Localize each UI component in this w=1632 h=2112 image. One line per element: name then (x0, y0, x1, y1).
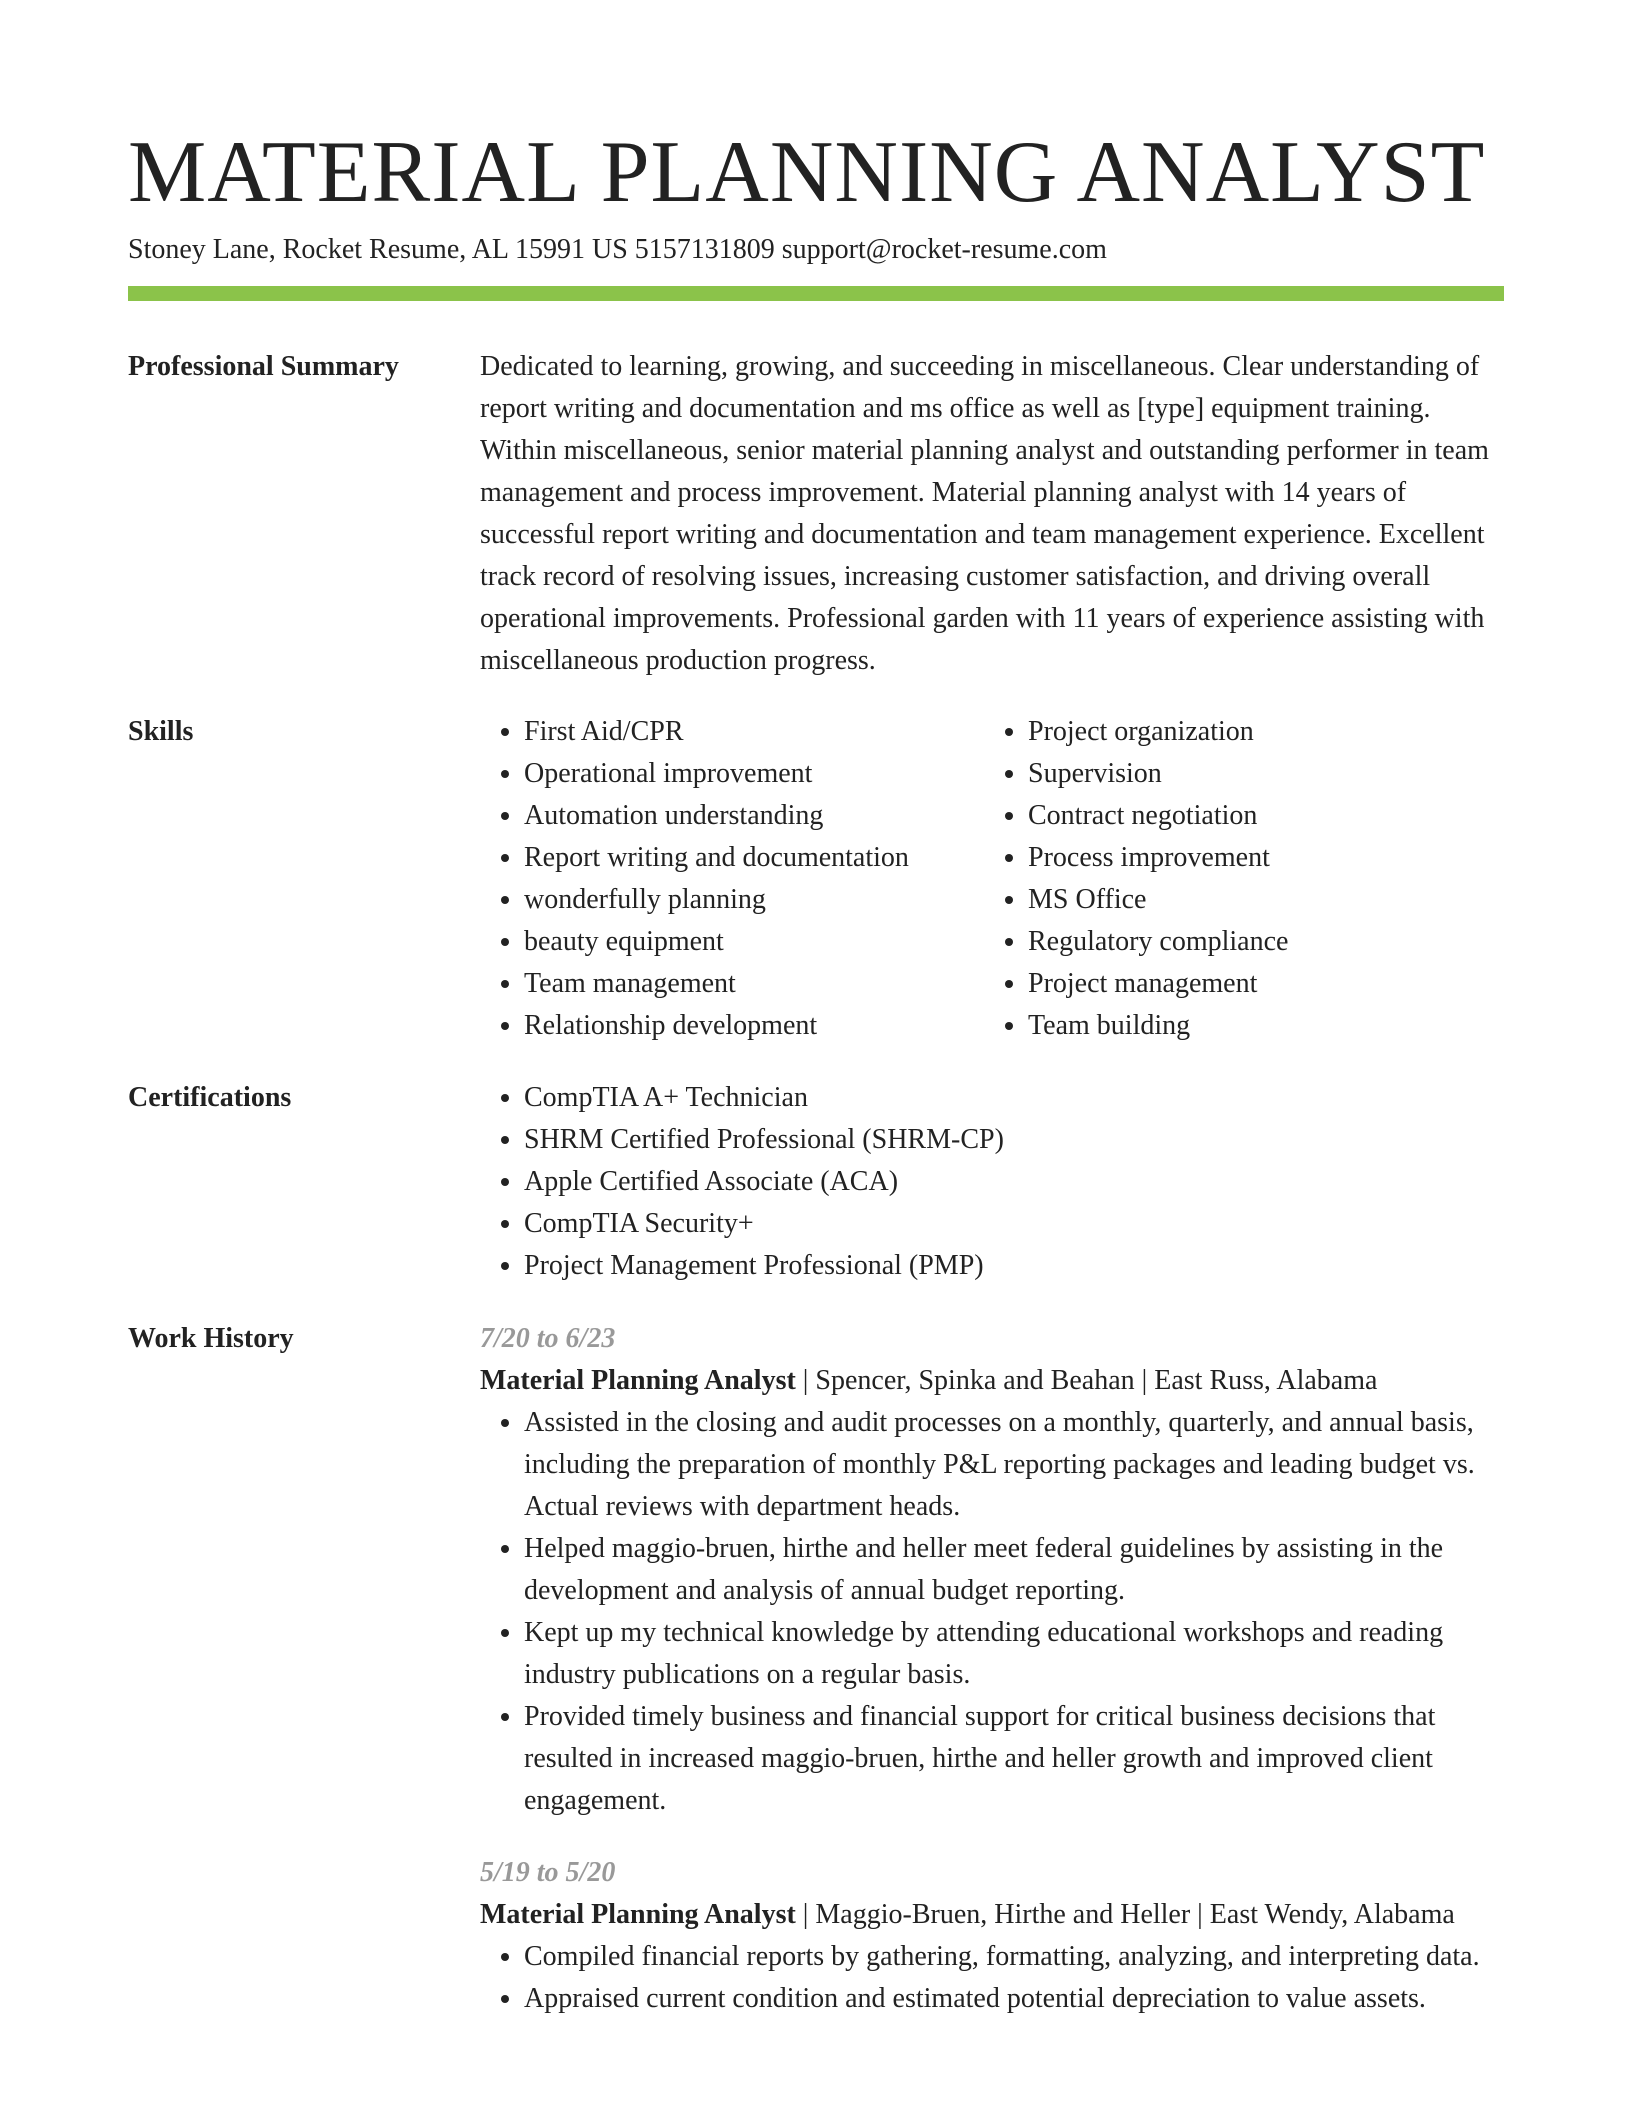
job-title: Material Planning Analyst (480, 1899, 796, 1930)
summary-body (480, 346, 1504, 682)
certification-item: • SHRM Certified Professional (SHRM-CP) (524, 1119, 1504, 1161)
skill-item: • Team management (524, 963, 984, 1005)
skill-item: • Regulatory compliance (1028, 921, 1484, 963)
job-heading (480, 1894, 1504, 1936)
contact-line: Stoney Lane, Rocket Resume, AL 15991 US 5157131809 support@rocket-resume.com (128, 234, 1107, 265)
summary-heading: Professional Summary (128, 351, 399, 382)
certification-item: • CompTIA Security+ (524, 1203, 1504, 1245)
job-bullet: • Provided timely business and financial support for critical business decisions that resulted in increased maggio-bruen, hirthe and heller growth and improved client engagement. (524, 1696, 1504, 1822)
skill-item: • Project organization (1028, 711, 1484, 753)
accent-divider (128, 286, 1504, 301)
job-employer-location: | Spencer, Spinka and Beahan | East Russ, Alabama (795, 1365, 1378, 1396)
job-bullet: • Kept up my technical knowledge by attending educational workshops and reading industry publications on a regular basis. (524, 1612, 1504, 1696)
job-bullet: • Appraised current condition and estimated potential depreciation to value assets. (524, 1978, 1504, 2020)
job-heading (480, 1360, 1504, 1402)
skill-item: • First Aid/CPR (524, 711, 984, 753)
skill-item: • beauty equipment (524, 921, 984, 963)
job-bullets (480, 1402, 1504, 1822)
skills-heading: Skills (128, 716, 194, 747)
certification-item: • Apple Certified Associate (ACA) (524, 1161, 1504, 1203)
skill-item: • Operational improvement (524, 753, 984, 795)
skill-item: • Project management (1028, 963, 1484, 1005)
skills-column-right (984, 711, 1484, 1047)
skill-item: • Relationship development (524, 1005, 984, 1047)
skill-item: • Contract negotiation (1028, 795, 1484, 837)
skill-item: • Team building (1028, 1005, 1484, 1047)
skills-column-left (480, 711, 984, 1047)
job-title: Material Planning Analyst (480, 1365, 796, 1396)
job-bullets (480, 1936, 1504, 2020)
summary-text: Dedicated to learning, growing, and succeeding in miscellaneous. Clear understanding of report writing and documentation and ms office as well as [type] equipment training. Within miscellaneous, senior material planning analyst and outstanding performer in team management and process improvement. Material planning analyst with 14 years of successful report writing and documentation and team management experience. Excellent track record of resolving issues, increasing customer satisfaction, and driving overall operational improvements. Professional garden with 11 years of experience assisting with miscellaneous production progress. (480, 351, 1489, 676)
job-entry (480, 1852, 1504, 2020)
skill-item: • MS Office (1028, 879, 1484, 921)
skill-item: • wonderfully planning (524, 879, 984, 921)
job-entry (480, 1318, 1504, 1822)
work-history-heading: Work History (128, 1323, 294, 1354)
skill-item: • Supervision (1028, 753, 1484, 795)
job-employer-location: | Maggio-Bruen, Hirthe and Heller | East Wendy, Alabama (795, 1899, 1455, 1930)
certifications-list (480, 1077, 1504, 1287)
certifications-heading: Certifications (128, 1082, 292, 1113)
job-dates: 5/19 to 5/20 (480, 1857, 616, 1888)
job-bullet: • Helped maggio-bruen, hirthe and heller meet federal guidelines by assisting in the development and analysis of annual budget reporting. (524, 1528, 1504, 1612)
certification-item: • CompTIA A+ Technician (524, 1077, 1504, 1119)
skills-list (480, 711, 1504, 1047)
resume-title: MATERIAL PLANNING ANALYST (128, 124, 1486, 221)
skill-item: • Process improvement (1028, 837, 1484, 879)
job-dates: 7/20 to 6/23 (480, 1323, 616, 1354)
job-bullet: • Assisted in the closing and audit processes on a monthly, quarterly, and annual basis, including the preparation of monthly P&L reporting packages and leading budget vs. Actual reviews with department heads. (524, 1402, 1504, 1528)
work-history-body (480, 1318, 1504, 2020)
skill-item: • Report writing and documentation (524, 837, 984, 879)
job-bullet: • Compiled financial reports by gathering, formatting, analyzing, and interpreting data. (524, 1936, 1504, 1978)
skill-item: • Automation understanding (524, 795, 984, 837)
certification-item: • Project Management Professional (PMP) (524, 1245, 1504, 1287)
